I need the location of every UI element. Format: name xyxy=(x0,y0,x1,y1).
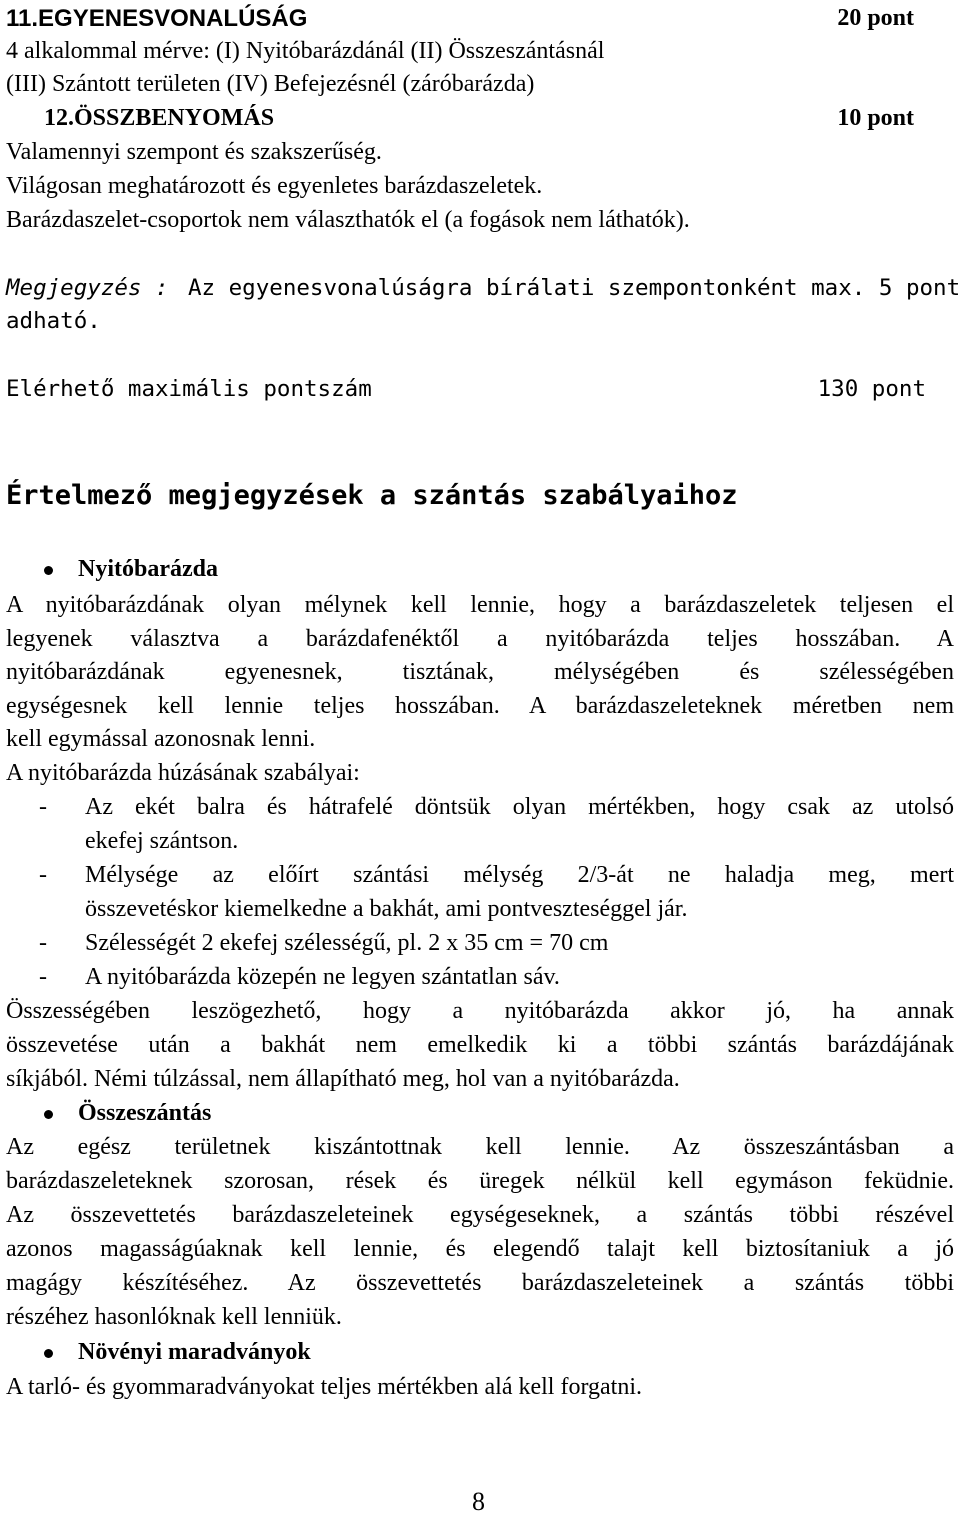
ossze-paragraph-line: azonos magasságúaknak kell lennie, és elegendő talajt kell biztosítaniuk a jó xyxy=(6,1236,954,1262)
section-11-points: 20 pont xyxy=(837,5,914,31)
rule-dash: - xyxy=(39,964,47,990)
nyito-paragraph-line: nyitóbarázdának egyenesnek, tisztának, mélységében és szélességében xyxy=(6,659,954,685)
bullet-dot-icon xyxy=(44,566,53,575)
bullet-dot-icon xyxy=(44,1110,53,1119)
rule-text: Az ekét balra és hátrafelé döntsük olyan mértékben, hogy csak az utolsó xyxy=(85,794,954,820)
max-points-label: Elérhető maximális pontszám xyxy=(6,376,372,402)
max-points-row xyxy=(6,373,954,406)
summary-line: összevetése után a bakhát nem emelkedik ki a többi szántás barázdájának xyxy=(6,1032,954,1058)
page-heading: Értelmező megjegyzések a szántás szabályaihoz xyxy=(6,480,738,511)
section-11-line-1: 4 alkalommal mérve: (I) Nyitóbarázdánál (II) Összeszántásnál xyxy=(6,38,605,64)
bullet-dot-icon xyxy=(44,1349,53,1358)
novenyi-title: Növényi maradványok xyxy=(78,1339,311,1365)
rule-text: Szélességét 2 ekefej szélességű, pl. 2 x 35 cm = 70 cm xyxy=(85,930,609,956)
ossze-paragraph-line: barázdaszeleteknek szorosan, rések és üregek nélkül kell egymáson feküdnie. xyxy=(6,1168,954,1194)
summary-line: Összességében leszögezhető, hogy a nyitóbarázda akkor jó, ha annak xyxy=(6,998,954,1024)
rule-dash: - xyxy=(39,794,47,820)
section-12-line-2: Világosan meghatározott és egyenletes barázdaszeletek. xyxy=(6,173,543,199)
rules-title: A nyitóbarázda húzásának szabályai: xyxy=(6,760,360,786)
max-points-value: 130 pont xyxy=(817,376,926,402)
section-12-points: 10 pont xyxy=(837,105,914,131)
section-12-line-1: Valamennyi szempont és szakszerűség. xyxy=(6,139,382,165)
novenyi-text: A tarló- és gyommaradványokat teljes mértékben alá kell forgatni. xyxy=(6,1374,643,1400)
section-11-title: 11.EGYENESVONALÚSÁG xyxy=(6,5,308,32)
section-12-line-3: Barázdaszelet-csoportok nem választhatók el (a fogások nem láthatók). xyxy=(6,207,690,233)
ossze-paragraph-line: Az egész területnek kiszántottnak kell lennie. Az összeszántásban a xyxy=(6,1134,954,1160)
rule-dash: - xyxy=(39,930,47,956)
ossze-paragraph-line: részéhez hasonlóknak kell lenniük. xyxy=(6,1304,342,1330)
note-label: Megjegyzés : xyxy=(6,275,169,301)
note-line xyxy=(6,272,960,305)
nyito-paragraph-line: A nyitóbarázdának olyan mélynek kell lennie, hogy a barázdaszeletek teljesen el xyxy=(6,592,954,618)
summary-line: síkjából. Némi túlzással, nem állapítható meg, hol van a nyitóbarázda. xyxy=(6,1066,680,1092)
ossze-paragraph-line: Az összevettetés barázdaszeleteinek egységeseknek, a szántás többi részével xyxy=(6,1202,954,1228)
section-11-header xyxy=(6,2,954,35)
note-text: Az egyenesvonalúságra bírálati szempontonként max. 5 pont xyxy=(188,275,960,301)
section-11-line-2: (III) Szántott területen (IV) Befejezésnél (záróbarázda) xyxy=(6,71,535,97)
nyito-paragraph-line: kell egymással azonosnak lenni. xyxy=(6,726,316,752)
rule-dash: - xyxy=(39,862,47,888)
page-number: 8 xyxy=(472,1487,485,1516)
rule-text: Mélysége az előírt szántási mélység 2/3-át ne haladja meg, mert xyxy=(85,862,954,888)
nyito-paragraph-line: egységesnek kell lennie teljes hosszában. A barázdaszeleteknek méretben nem xyxy=(6,693,954,719)
nyito-paragraph-line: legyenek választva a barázdafenéktől a nyitóbarázda teljes hosszában. A xyxy=(6,626,954,652)
osszeszantas-title: Összeszántás xyxy=(78,1100,212,1126)
rule-text: összevetéskor kiemelkedne a bakhát, ami pontveszteséggel jár. xyxy=(85,896,688,922)
rule-text: ekefej szántson. xyxy=(85,828,239,854)
section-12-title: 12.ÖSSZBENYOMÁS xyxy=(44,105,275,131)
rule-text: A nyitóbarázda közepén ne legyen szántatlan sáv. xyxy=(85,964,560,990)
nyitobarazda-title: Nyitóbarázda xyxy=(78,556,218,582)
note-text-2: adható. xyxy=(6,308,101,334)
ossze-paragraph-line: magágy készítéséhez. Az összevettetés barázdaszeleteinek a szántás többi xyxy=(6,1270,954,1296)
